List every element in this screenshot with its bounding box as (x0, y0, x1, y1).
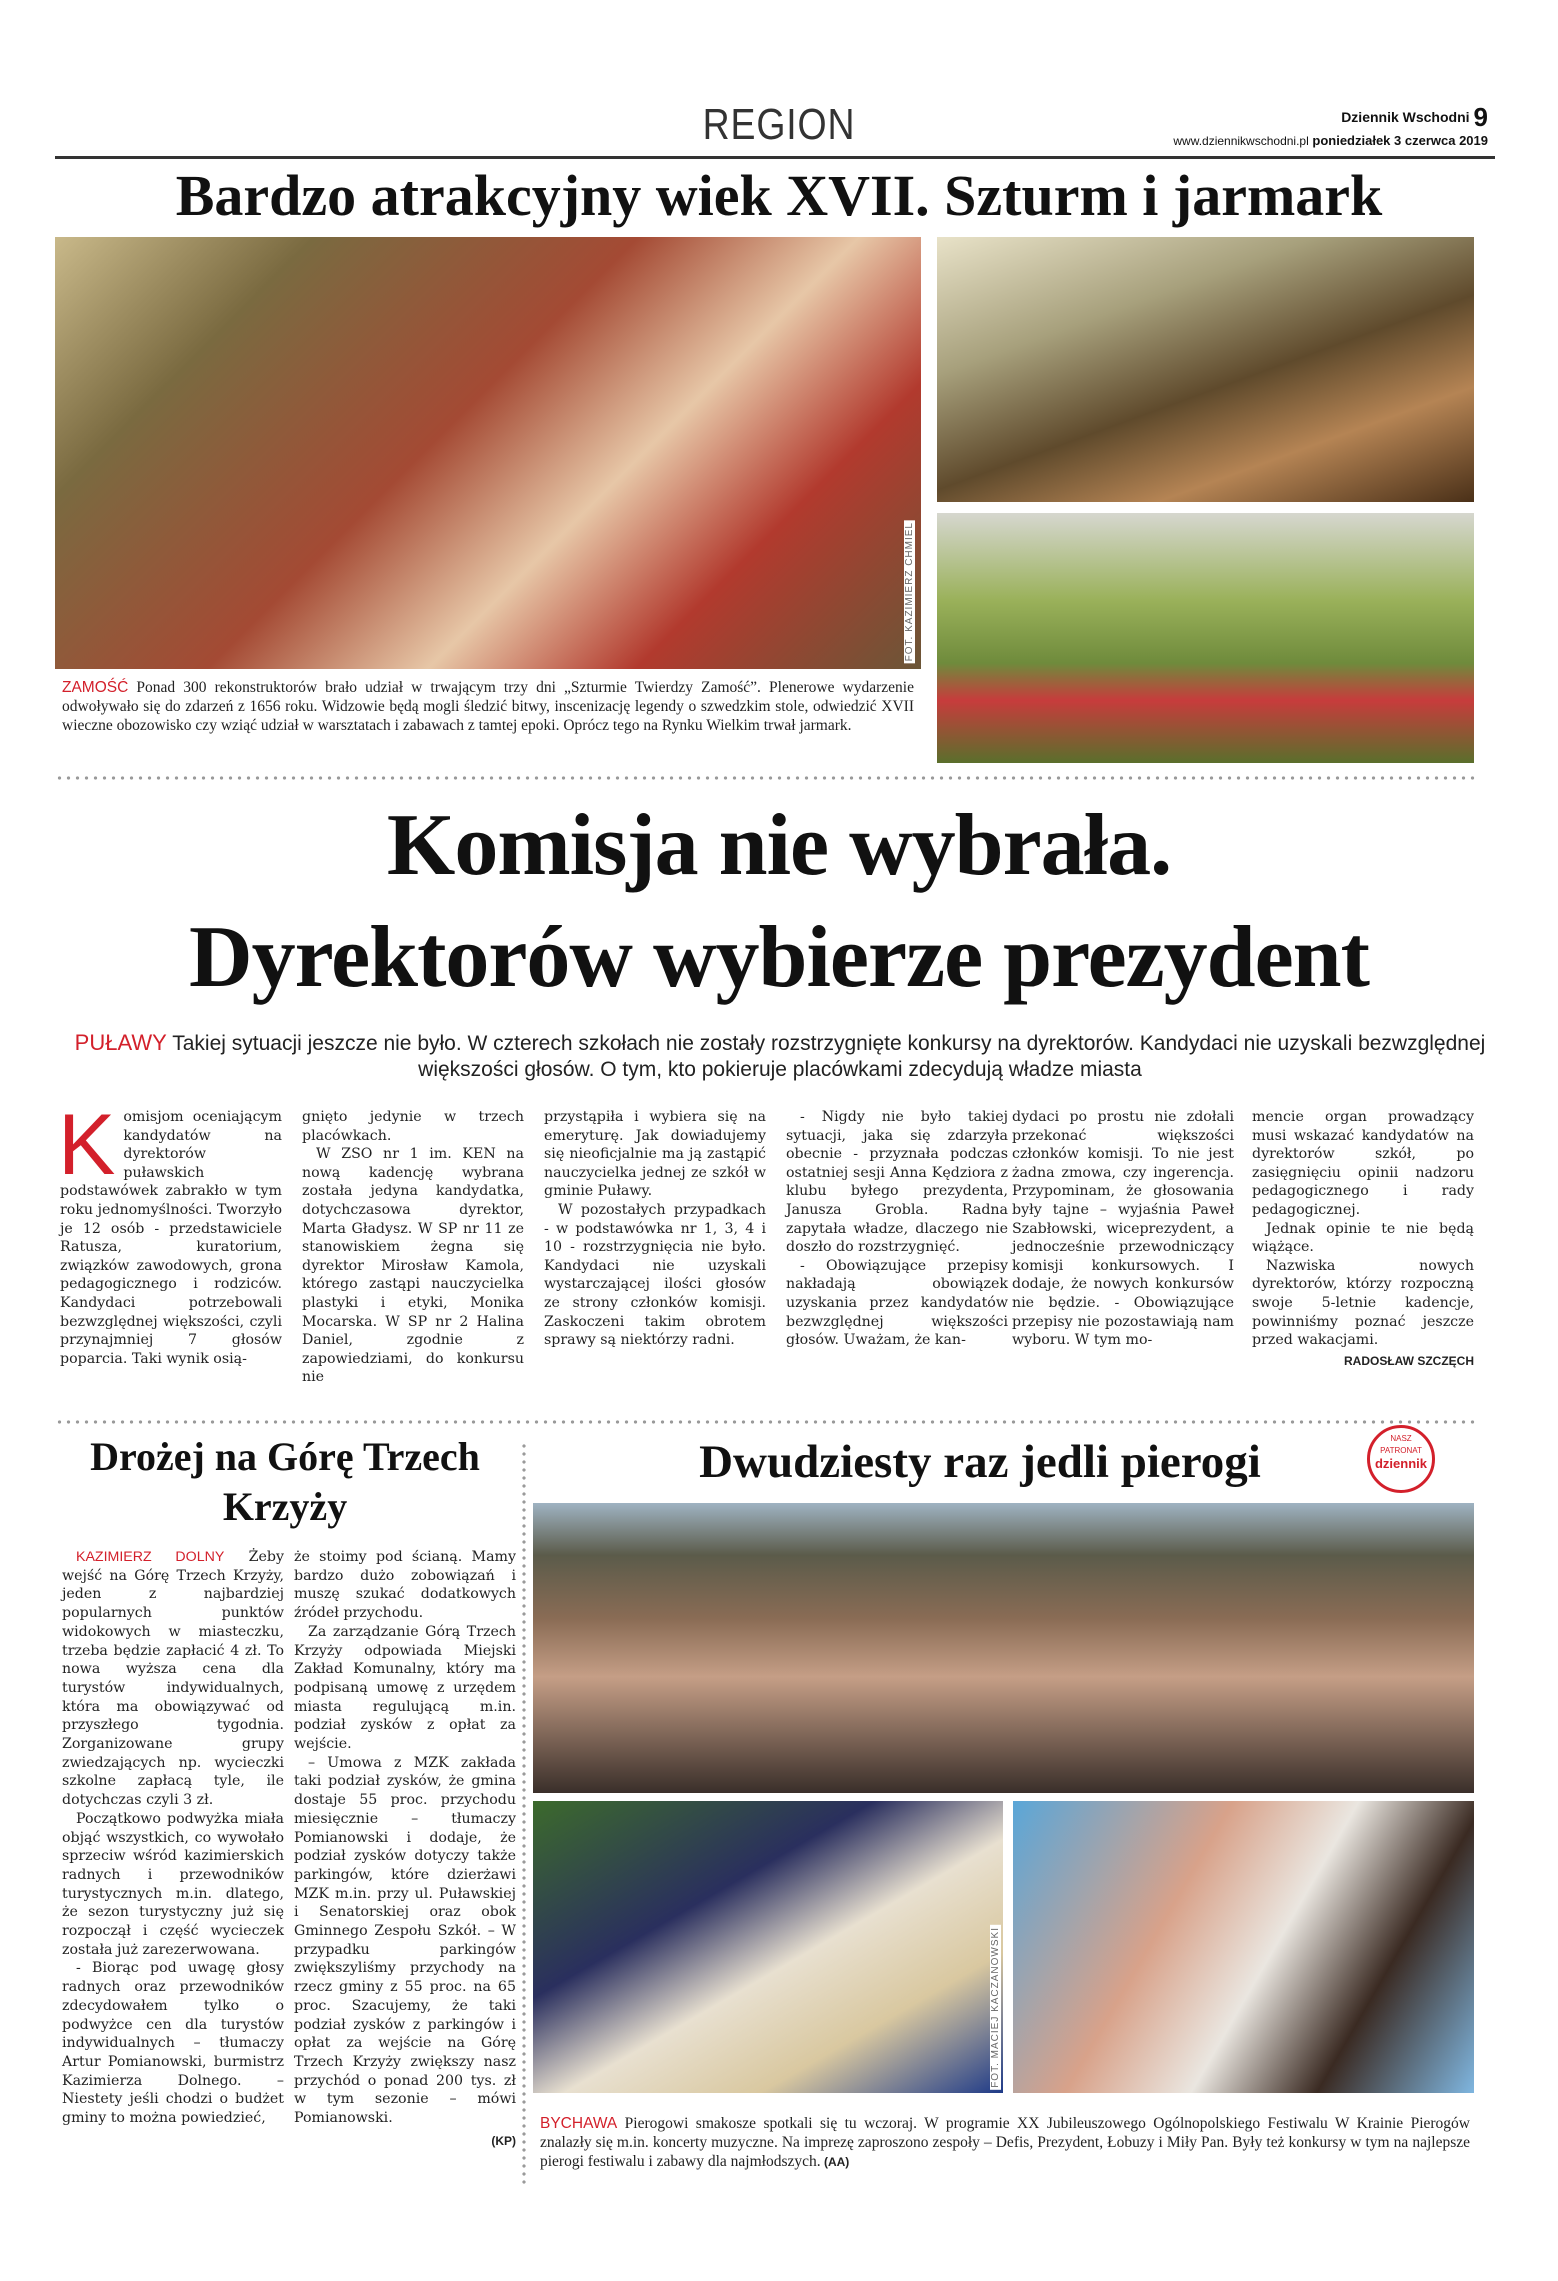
paragraph: mencie organ prowadzący musi wskazać kandydatów na dyrektorów szkół, po zasięgnięciu opinii nadzoru pedagogicznego i rady pedagogicznej. (1252, 1109, 1474, 1218)
section-label: REGION (702, 100, 856, 149)
drop-cap: K (58, 1097, 116, 1193)
site-url[interactable]: www.dziennikwschodni.pl (1173, 134, 1309, 148)
directors-column-4 (786, 1108, 1008, 1350)
directors-column-2 (302, 1108, 524, 1387)
paragraph: przystąpiła i wybiera się na emeryturę. Jak dowiadujemy się nieoficjalnie ma ją zastąpić nauczycielka jednej ze szkół w gminie Puławy. (544, 1109, 766, 1200)
paragraph: Początkowo podwyżka miała objąć wszystkich, co wywołało sprzeciw wśród kazimierskich radnych i przewodników turystycznych m.in. dlatego, że sezon turystyczny już się rozpoczął i część wycieczek została już zarezerwowana. (62, 1810, 284, 1958)
photo-reenactors (55, 237, 921, 669)
mountain-headline: Drożej na Górę Trzech Krzyży (90, 1434, 480, 1529)
directors-column-1 (58, 1097, 282, 1368)
paragraph: Jednak opinie te nie będą wiążące. (1252, 1220, 1474, 1256)
paragraph: Za zarządzanie Górą Trzech Krzyży odpowiada Miejski Zakład Komunalny, który ma podpisaną umowę z urzędem miasta regulującą m.in. podział zysków z opłat za wejście. (294, 1623, 516, 1753)
paragraph: - Nigdy nie było takiej sytuacji, jaka się zdarzyła obecnie - przyznała podczas ostatniej sesji Anna Kędziora z klubu byłego prezydenta, Janusza Grobla. Radna zapytała władze, dlaczego nie doszło do rozstrzygnięć. (786, 1109, 1008, 1256)
paragraph: Żeby wejść na Górę Trzech Krzyży, jeden z najbardziej popularnych punktów widokowych w miasteczku, trzeba będzie zapłacić 4 zł. To nowa wyższa cena dla turystów indywidualnych, która ma obowiązywać od przyszłego tygodnia. Zorganizowane grupy zwiedzających np. wycieczki szkolne zapłacą tyle, ile dotychczas czyli 3 zł. (62, 1549, 284, 1809)
mountain-column-2 (294, 1548, 516, 2151)
directors-column-6 (1252, 1108, 1474, 1370)
badge-logo: dziennik (1374, 1456, 1427, 1471)
paragraph: – Umowa z MZK zakłada taki podział zysków, że gmina dostaje 55 proc. przychodu miesięcznie – tłumaczy Pomianowski i dodaje, że podział zysków dotyczy także parkingów, które dzierżawi MZK m.in. przy ul. Puławskiej i Senatorskiej oraz obok Gminnego Zespołu Szkół. – W przypadku parkingów zwiększyliśmy przychody na rzecz gminy z 55 proc. na 65 proc. Szacujemy, że taki podział zysków z parkingów i opłat za wejście na Górę Trzech Krzyży zwiększy nasz przychód o ponad 200 tys. zł w tym sezonie – mówi Pomianowski. (294, 1754, 516, 2127)
caption-kicker: BYCHAWA (540, 2115, 618, 2132)
photo-bread-stall (937, 237, 1474, 502)
paragraph: Nazwiska nowych dyrektorów, którzy rozpoczną swoje 5-letnie kadencje, powinniśmy poznać jeszcze przed wakacjami. (1252, 1257, 1474, 1349)
badge-line2: PATRONAT (1380, 1446, 1422, 1455)
dotted-column-divider (522, 1442, 526, 2187)
masthead-info (1173, 102, 1488, 148)
paragraph: że stoimy pod ścianą. Mamy bardzo dużo zobowiązań i muszę szukać dodatkowych źródeł przychodu. (294, 1549, 516, 1622)
photo-credit-pierogi: FOT. MACIEJ KACZANOWSKI (990, 1927, 1001, 2088)
directors-column-3 (544, 1108, 766, 1350)
mountain-column-1 (62, 1548, 284, 2128)
header-rule (55, 156, 1495, 159)
caption-text: Pierogowi smakosze spotkali się tu wczoraj. W programie XX Jubileuszowego Ogólnopolskiego Festiwalu W Krainie Pierogów znalazły się m.in. koncerty muzyczne. Na imprezę zaproszono zespoły – Defis, Prezydent, Łobuzy i Miły Pan. Były też konkursy w tym na najlepsze pierogi festiwalu i zabawy dla najmłodszych. (540, 2115, 1470, 2170)
caption-text: Ponad 300 rekonstruktorów brało udział w trwającym trzy dni „Szturmie Twierdzy Zamość”. Plenerowe wydarzenie odwoływało się do zdarzeń z 1656 roku. Widzowie będą mogli śledzić bitwy, inscenizację legendy o szwedzkim stole, odwiedzić XVII wieczne obozowisko czy wziąć udział w warsztatach i zabawach z tamtej epoki. Oprócz tego na Rynku Wielkim trwał jarmark. (62, 679, 914, 734)
directors-headline-line2: Dyrektorów wybierze prezydent (189, 909, 1369, 1006)
paragraph: - Obowiązujące przepisy nakładają obowiązek uzyskania przez kandydatów bezwzględnej większości głosów. Uważam, że kan- (786, 1257, 1008, 1349)
paragraph: gnięto jedynie w trzech placówkach. (302, 1109, 524, 1144)
issue-date: poniedziałek 3 czerwca 2019 (1312, 133, 1488, 148)
photo-festival-crowd (533, 1503, 1474, 1793)
patronage-badge (1367, 1425, 1435, 1493)
author-byline: (KP) (491, 2133, 516, 2148)
author-byline: (AA) (820, 2155, 850, 2169)
paragraph: omisjom oceniającym kandydatów na dyrektorów puławskich podstawówek zabrakło w tym roku jednomyślności. Tworzyło je 12 osób - przedstawiciele Ratusza, kuratorium, związków zawodowych, grona pedagogicznego i rodziców. Kandydaci potrzebowali bezwzględnej większości, czyli przynajmniej 7 głosów poparcia. Taki wynik osią- (60, 1109, 282, 1367)
fortress-caption (62, 678, 914, 735)
page-number: 9 (1473, 102, 1488, 132)
paragraph: W pozostałych przypadkach - w podstawówka nr 1, 3, 4 i 10 - rozstrzygnięcia nie było. Kandydaci nie uzyskali wystarczającej ilości głosów ze strony członków komisji. Zaskoczeni takim obrotem sprawy są niektórzy radni. (544, 1201, 766, 1349)
pierogi-headline: Dwudziesty raz jedli pierogi (699, 1436, 1261, 1488)
caption-kicker: ZAMOŚĆ (62, 679, 129, 696)
lead-text: Takiej sytuacji jeszcze nie było. W czterech szkołach nie zostały rozstrzygnięte konkursy na dyrektorów. Kandydaci nie uzyskali bezwzględnej większości głosów. O tym, kto pokieruje placówkami zdecydują władze miasta (166, 1032, 1486, 1081)
dotted-divider (55, 776, 1475, 780)
dotted-divider (55, 1420, 1475, 1424)
fortress-headline: Bardzo atrakcyjny wiek XVII. Szturm i jarmark (175, 163, 1383, 228)
directors-headline (0, 790, 1558, 1014)
mountain-kicker: KAZIMIERZ DOLNY (76, 1549, 225, 1565)
paper-name: Dziennik Wschodni (1341, 109, 1470, 125)
photo-crossbow-boy (937, 513, 1474, 763)
photo-credit-fortress: FOT. KAZIMIERZ CHMIEL (904, 522, 915, 662)
paragraph: W ZSO nr 1 im. KEN na nową kadencję wybrana została jedyna kandydatka, dotychczasowa dyrektor, Marta Gładysz. W SP nr 11 ze stanowiskiem żegna się dyrektor Mirosław Kamola, którego zastąpi nauczycielka plastyki i etyki, Monika Mocarska. W SP nr 2 Halina Daniel, zgodnie z zapowiedziami, do konkursu nie (302, 1146, 524, 1386)
directors-lead (60, 1030, 1500, 1083)
badge-line1: NASZ (1390, 1434, 1412, 1443)
author-byline: RADOSŁAW SZCZĘCH (1344, 1353, 1474, 1368)
photo-women-pierogi (533, 1801, 1003, 2093)
directors-headline-line1: Komisja nie wybrała. (386, 797, 1172, 894)
pierogi-caption (540, 2114, 1470, 2172)
paragraph: dydaci po prostu nie zdołali przekonać większości członków komisji. To nie jest żadna zmowa, czy ingerencja. Przypominam, że głosowania były tajne – wyjaśnia Paweł Szabłowski, wiceprezydent, a jednocześnie przewodniczący komisji konkursowych. I dodaje, że nowych konkursów nie będzie. - Obowiązujące przepisy nie pozostawiają nam wyboru. W tym mo- (1012, 1109, 1234, 1349)
directors-column-5 (1012, 1108, 1234, 1350)
photo-eating-pierogi (1013, 1801, 1474, 2093)
paragraph: - Biorąc pod uwagę głosy radnych oraz przewodników zdecydowałem tylko o podwyżce cen dla turystów indywidualnych – tłumaczy Artur Pomianowski, burmistrz Kazimierza Dolnego. – Niestety jeśli chodzi o budżet gminy to można powiedzieć, (62, 1960, 284, 2127)
lead-kicker: PUŁAWY (74, 1030, 167, 1055)
